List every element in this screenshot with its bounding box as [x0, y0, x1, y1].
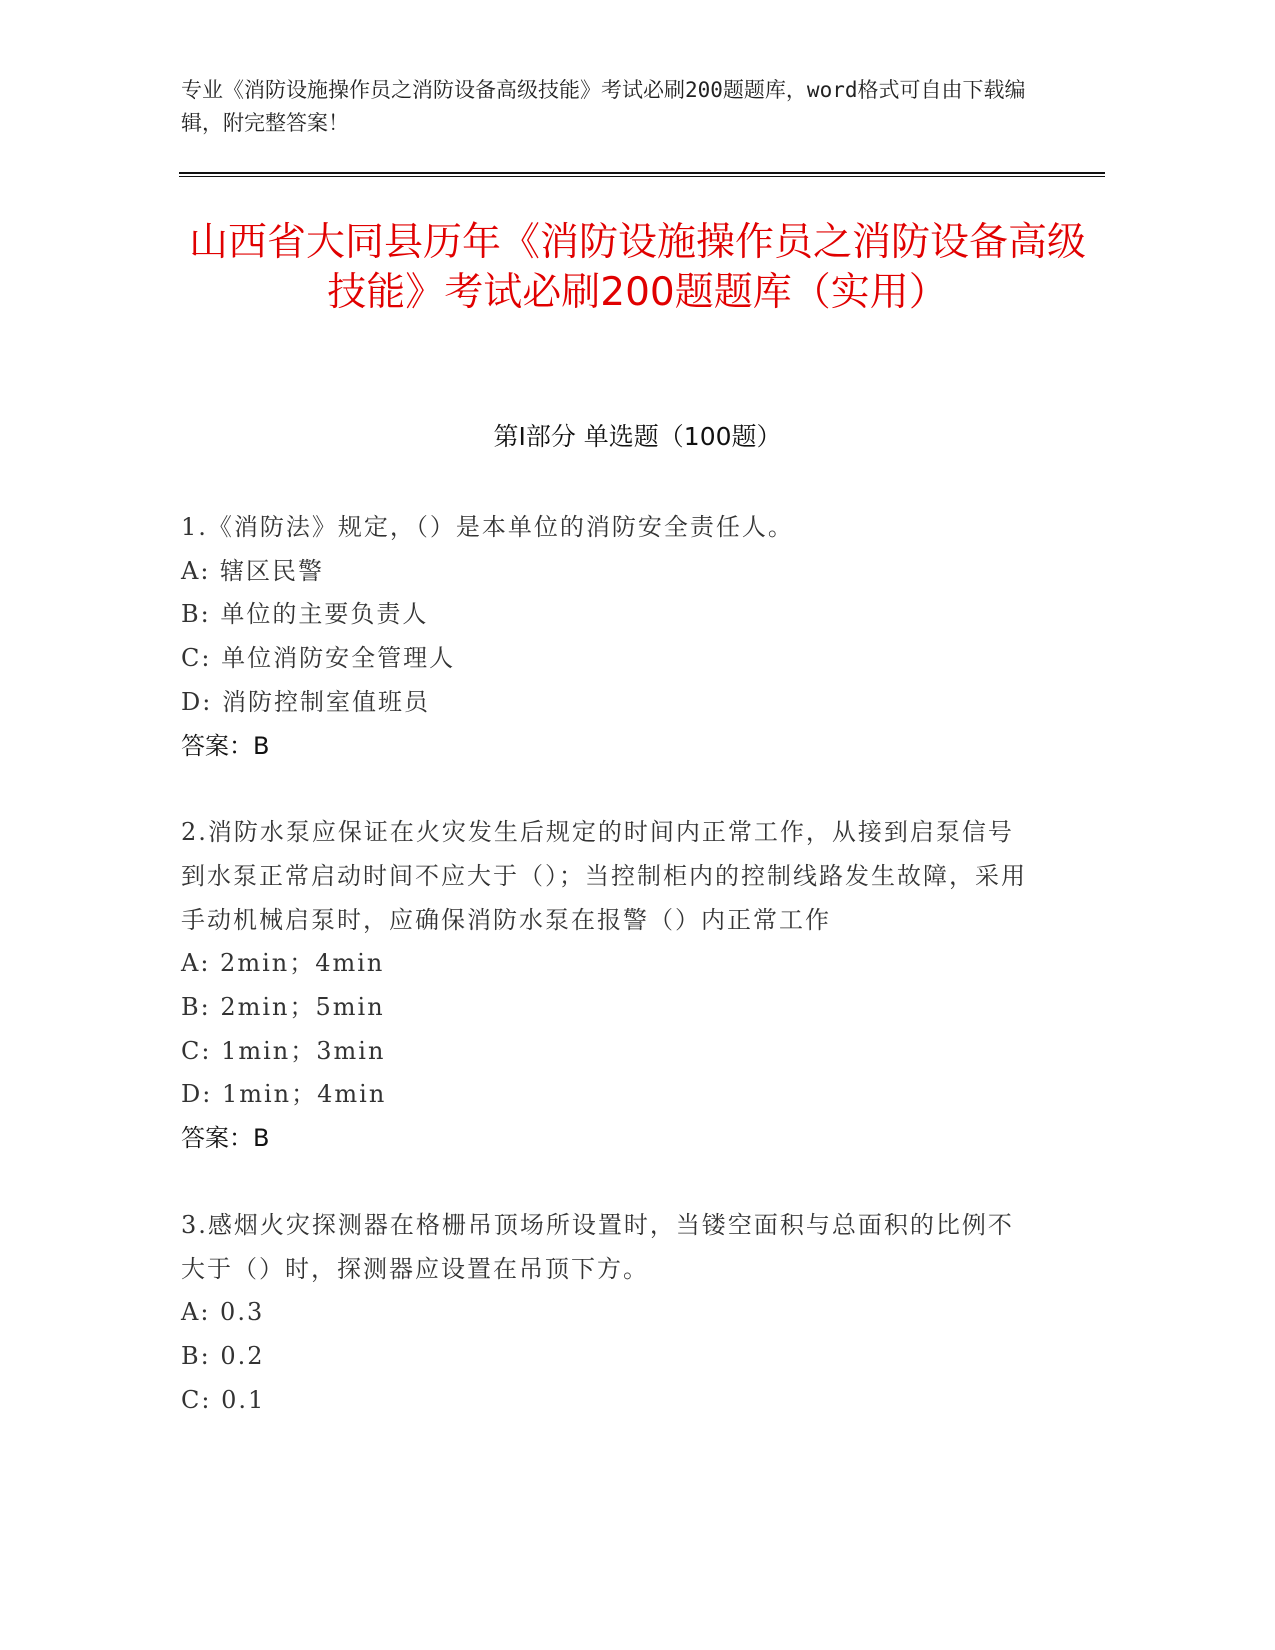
- header-note: 专业《消防设施操作员之消防设备高级技能》考试必刷200题题库，word格式可自由下载编辑，附完整答案！: [181, 78, 1026, 135]
- question-2: [181, 811, 1031, 1161]
- header-divider-thick: [179, 172, 1105, 174]
- question-3: [181, 1204, 1031, 1423]
- option-c: C: 单位消防安全管理人: [181, 644, 456, 673]
- option-c: C: 1min；3min: [181, 1036, 386, 1065]
- question-stem: 1.《消防法》规定，（）是本单位的消防安全责任人。: [181, 513, 794, 541]
- option-b: B: 2min；5min: [181, 993, 385, 1022]
- option-d: D: 1min；4min: [181, 1080, 387, 1109]
- question-stem: 2.消防水泵应保证在火灾发生后规定的时间内正常工作，从接到启泵信号到水泵正常启动时间不应大于（）；当控制柜内的控制线路发生故障，采用手动机械启泵时，应确保消防水泵在报警（）内正常工作: [181, 818, 1027, 934]
- answer: 答案：B: [181, 1124, 270, 1153]
- question-list: [181, 506, 1031, 1465]
- option-a: A: 辖区民警: [181, 556, 325, 585]
- option-d: D: 消防控制室值班员: [181, 687, 430, 716]
- option-a: A: 2min；4min: [181, 949, 385, 978]
- document-title: 山西省大同县历年《消防设施操作员之消防设备高级技能》考试必刷200题题库（实用）: [188, 220, 1086, 315]
- option-b: B: 单位的主要负责人: [181, 600, 429, 629]
- question-1: [181, 506, 1031, 768]
- question-stem: 3.感烟火灾探测器在格栅吊顶场所设置时，当镂空面积与总面积的比例不大于（）时，探测器应设置在吊顶下方。: [181, 1210, 1014, 1283]
- answer: 答案：B: [181, 731, 270, 760]
- section-heading: 第I部分 单选题（100题）: [493, 422, 782, 451]
- option-b: B: 0.2: [181, 1341, 265, 1370]
- header-divider-thin: [179, 176, 1105, 177]
- option-a: A: 0.3: [181, 1298, 265, 1327]
- option-c: C: 0.1: [181, 1385, 266, 1414]
